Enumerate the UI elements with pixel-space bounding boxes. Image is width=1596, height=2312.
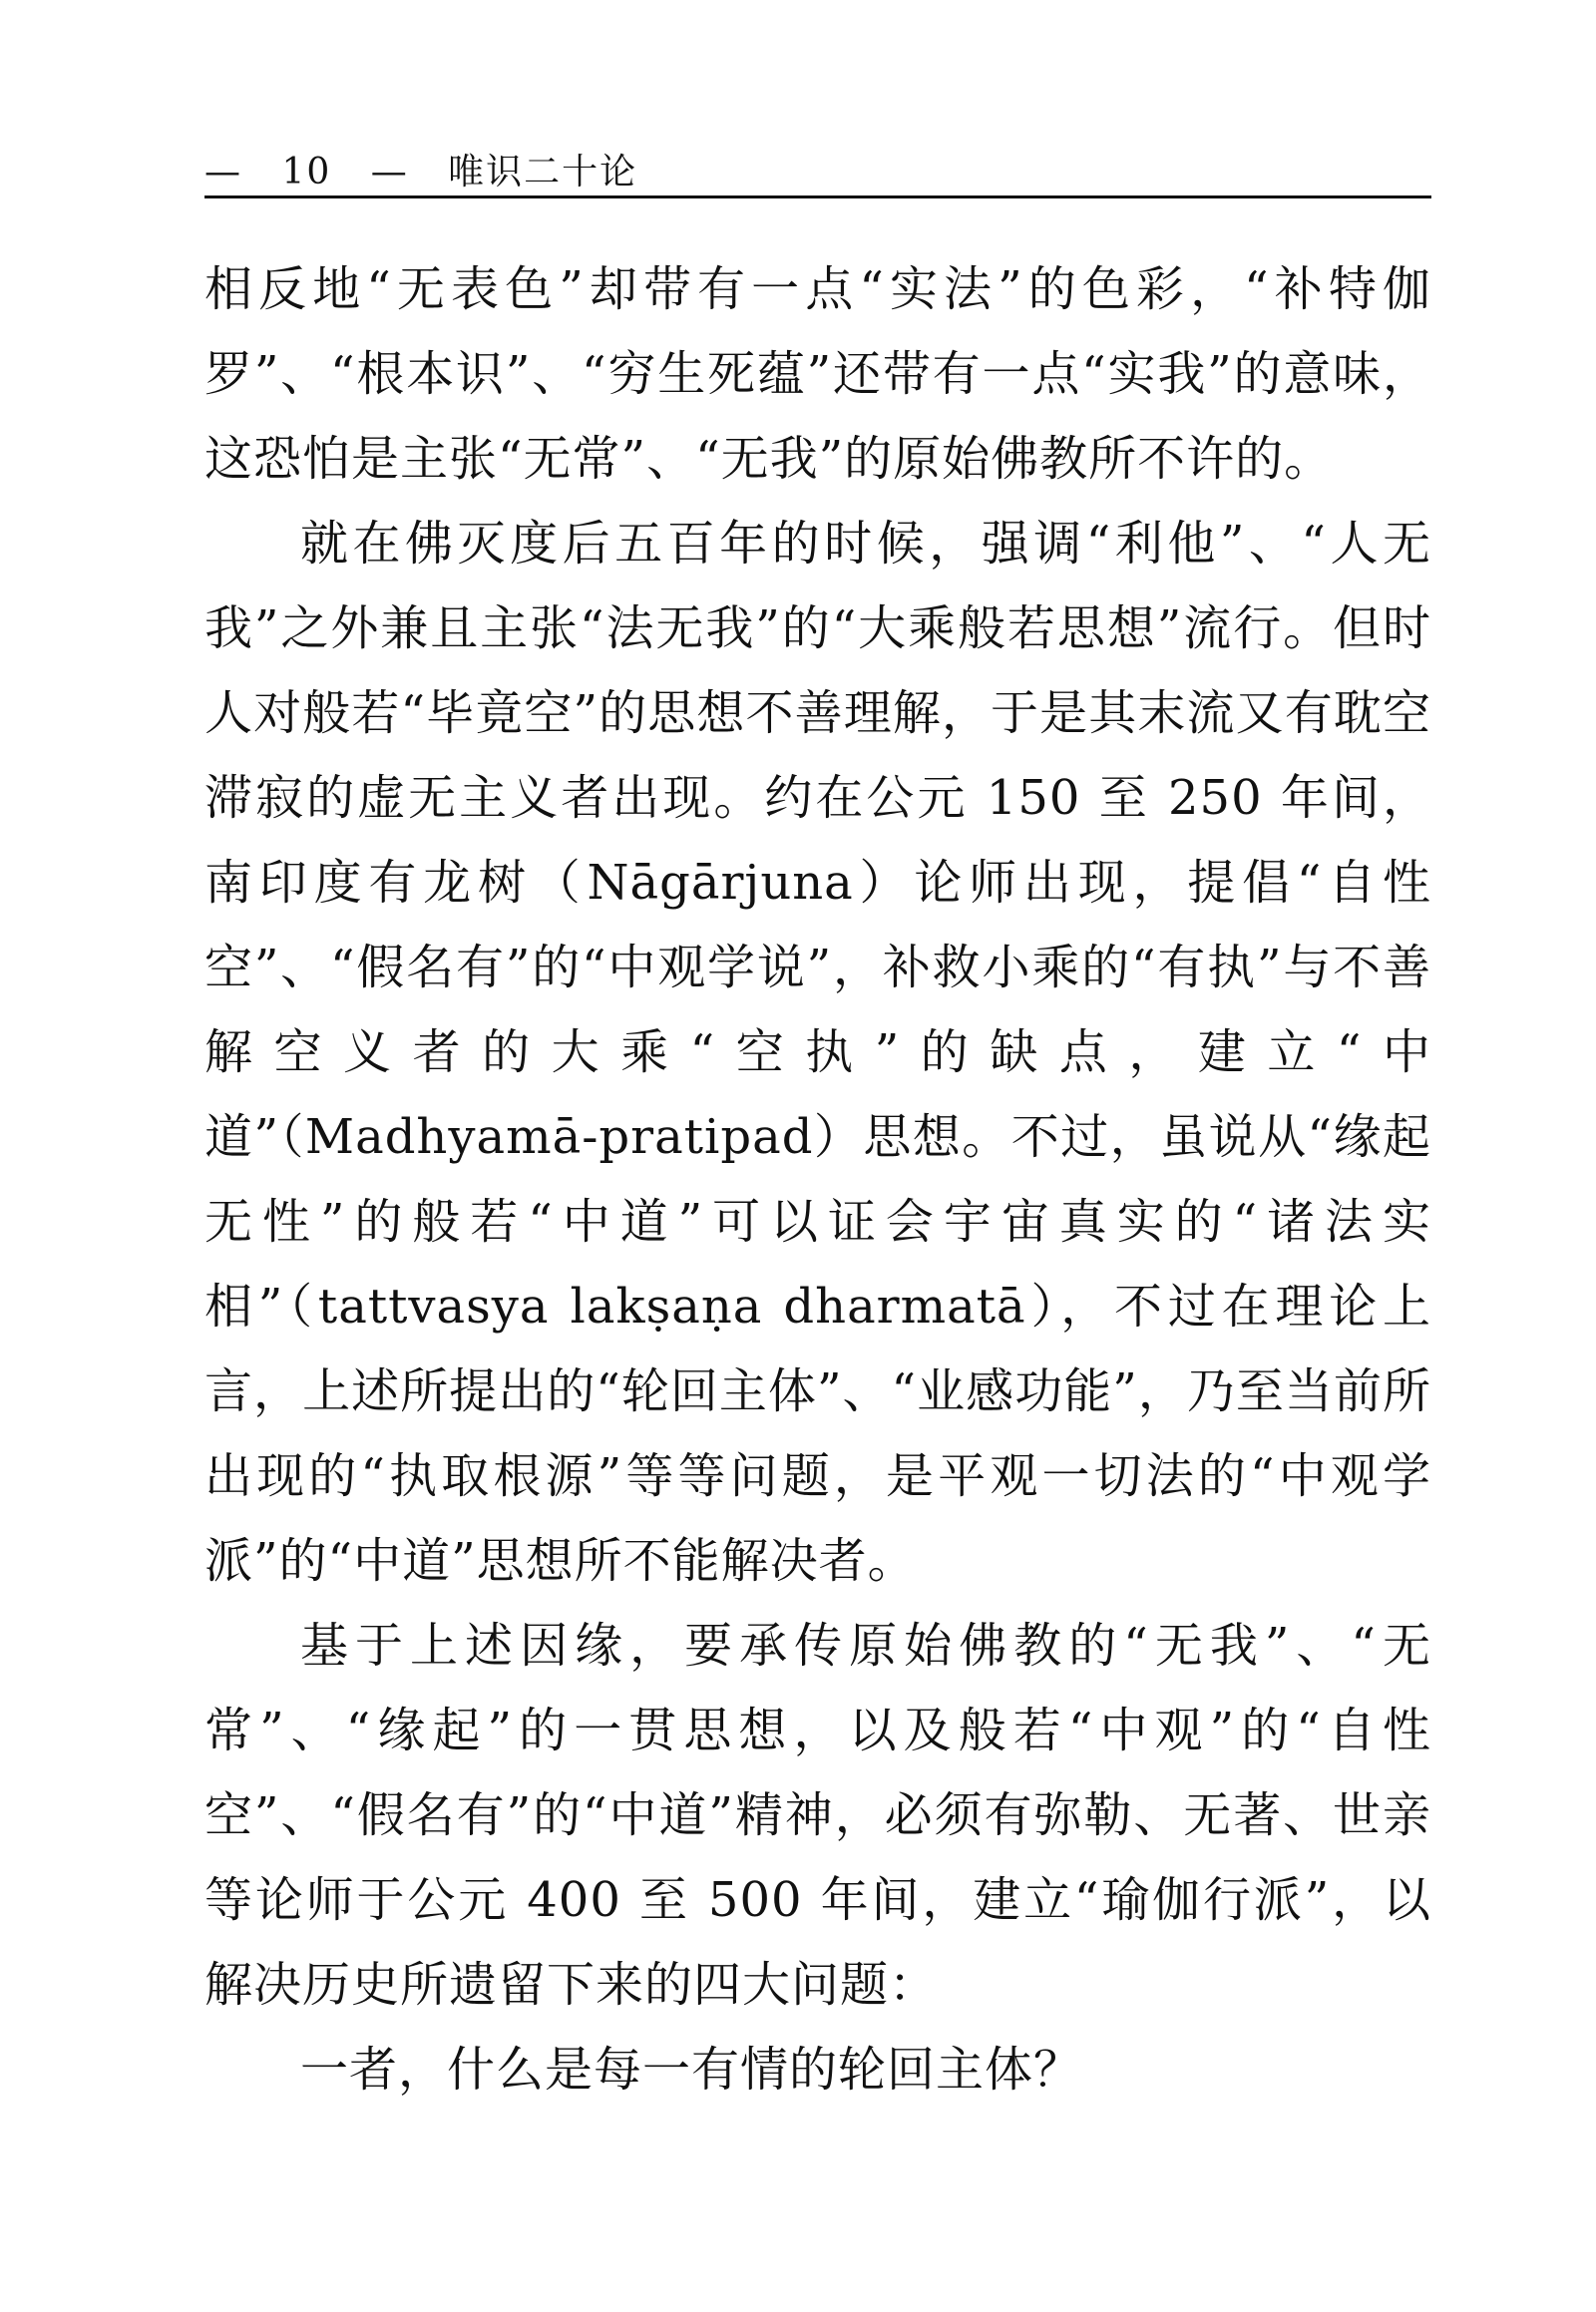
paragraph-continued: 相反地“无表色”却带有一点“实法”的色彩，“补特伽罗”、“根本识”、“穷生死蕴”还带有一点“实我”的意味，这恐怕是主张“无常”、“无我”的原始佛教所不许的。 (204, 261, 1431, 487)
running-head (204, 150, 1431, 198)
header-dash-right: — (370, 152, 409, 193)
page-number: 10 (281, 152, 332, 193)
book-title: 唯识二十论 (448, 152, 638, 193)
body-text (204, 247, 1431, 2113)
header-dash-left: — (204, 152, 242, 193)
paragraph: 基于上述因缘，要承传原始佛教的“无我”、“无常”、“缘起”的一贯思想，以及般若“中观”的“自性空”、“假名有”的“中道”精神，必须有弥勒、无著、世亲等论师于公元 400 至 500 年间，建立“瑜伽行派”，以解决历史所遗留下来的四大问题： (204, 1618, 1431, 2013)
paragraph: 就在佛灭度后五百年的时候，强调“利他”、“人无我”之外兼且主张“法无我”的“大乘般若思想”流行。但时人对般若“毕竟空”的思想不善理解，于是其末流又有耽空滞寂的虚无主义者出现。约在公元 150 至 250 年间，南印度有龙树（Nāgārjuna）论师出现，提倡“自性空”、“假名有”的“中观学说”，补救小乘的“有执”与不善解空义者的大乘“空执”的缺点，建立“中道”（Madhyamā-pratipad）思想。不过，虽说从“缘起无性”的般若“中道”可以证会宇宙真实的“诸法实相”（tattvasya lakṣaṇa dharmatā），不过在理论上言，上述所提出的“轮回主体”、“业感功能”，乃至当前所出现的“执取根源”等等问题，是平观一切法的“中观学派”的“中道”思想所不能解决者。 (204, 516, 1431, 1589)
paragraph: 一者，什么是每一有情的轮回主体？ (300, 2042, 1083, 2098)
